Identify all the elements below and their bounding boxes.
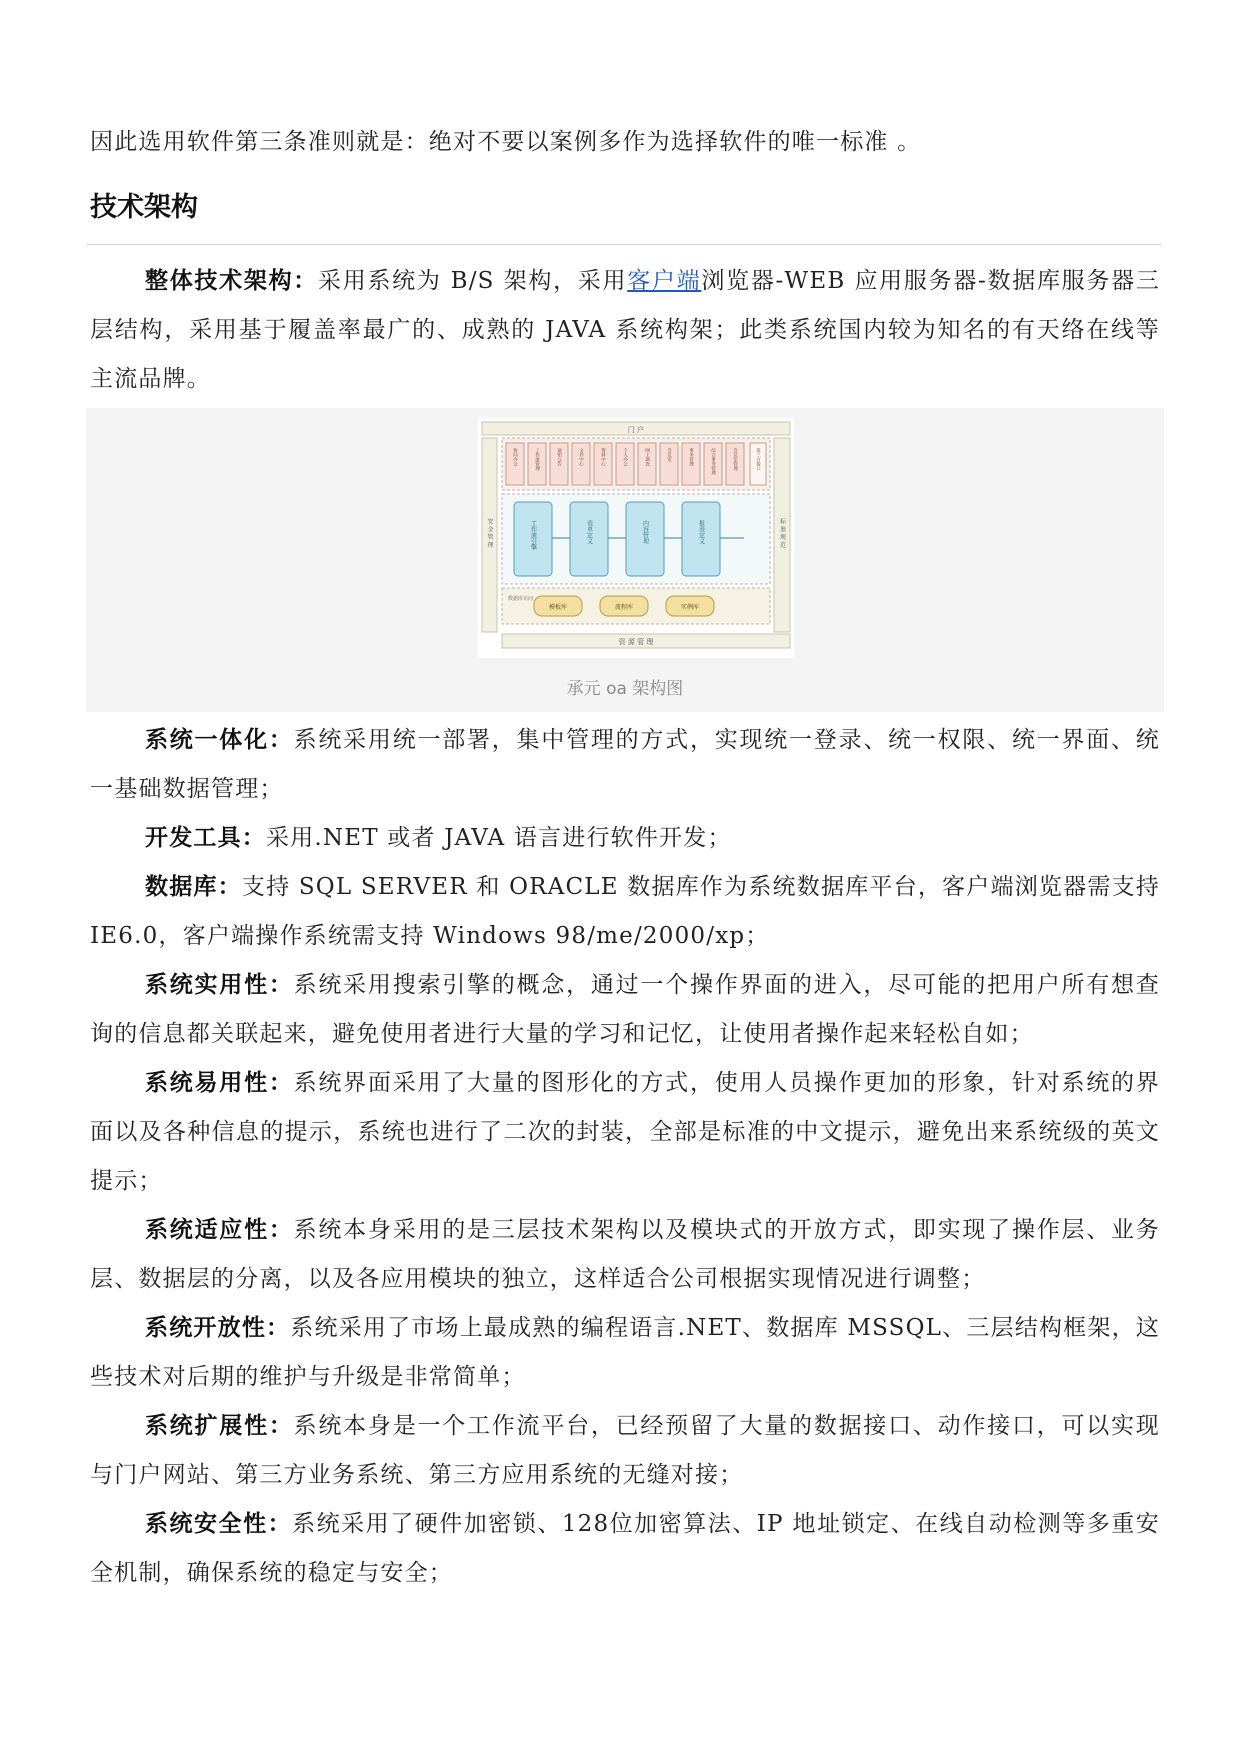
feature-paragraph	[90, 961, 1160, 1059]
client-link[interactable]: 客户端	[627, 268, 702, 294]
engine-label: 报表定义	[697, 520, 705, 544]
feature-paragraph	[90, 716, 1160, 814]
module-label: 事务管理	[688, 448, 694, 466]
feature-label: 开发工具：	[145, 825, 266, 851]
document-page	[90, 118, 1160, 1598]
feature-label: 系统安全性：	[145, 1511, 293, 1537]
feature-label: 系统适应性：	[145, 1217, 294, 1243]
database-label: 模板库	[548, 604, 568, 611]
module-label: 网上调查	[644, 448, 650, 466]
section-title: 技术架构	[90, 192, 198, 223]
feature-text: 支持 SQL SERVER 和 ORACLE 数据库作为系统数据库平台，客户端浏览器需支持 IE6.0，客户端操作系统需支持 Windows 98/me/2000/xp；	[90, 874, 1160, 949]
security-label: 安 全 管 理	[486, 518, 493, 548]
feature-label: 系统扩展性：	[145, 1413, 294, 1439]
feature-text: 系统采用了市场上最成熟的编程语言.NET、数据库 MSSQL、三层结构框架，这些技术对后期的维护与升级是非常简单；	[90, 1315, 1161, 1390]
module-label: 文件中心	[578, 448, 584, 466]
third-party-label: 第三方接口	[755, 448, 761, 471]
feature-paragraph	[90, 1500, 1160, 1598]
standards-label: 标 准 规 范	[778, 518, 786, 548]
feature-text: 系统本身是一个工作流平台，已经预留了大量的数据接口、动作接口，可以实现与门户网站、第三方业务系统、第三方应用系统的无缝对接；	[90, 1413, 1161, 1488]
portal-label: 门 户	[627, 426, 645, 434]
feature-text: 系统采用统一部署，集中管理的方式，实现统一登录、统一权限、统一界面、统一基础数据管理；	[90, 727, 1161, 802]
intro-paragraph: 因此选用软件第三条准则就是：绝对不要以案例多作为选择软件的唯一标准 。	[90, 129, 922, 155]
feature-text: 系统界面采用了大量的图形化的方式，使用人员操作更加的形象，针对系统的界面以及各种信息的提示，系统也进行了二次的封装，全部是标准的中文提示，避免出来系统级的英文提示；	[90, 1070, 1161, 1194]
figure-caption: 承元 oa 架构图	[566, 679, 684, 699]
module-label: 会议室管理	[732, 448, 738, 471]
resource-label: 资 源 管 理	[618, 638, 654, 646]
feature-paragraph	[90, 863, 1160, 961]
feature-paragraph	[90, 1059, 1160, 1206]
module-label: 个人办公	[622, 448, 628, 466]
module-label: 资料中心	[600, 448, 606, 466]
overall-label: 整体技术架构：	[145, 268, 319, 294]
overall-paragraph	[90, 257, 1160, 404]
feature-label: 系统实用性：	[145, 972, 294, 998]
section-divider	[86, 244, 1162, 245]
module-label: 综合事务管理	[710, 448, 716, 475]
module-label: 协同办公	[512, 448, 518, 466]
module-label: 通知公告	[556, 448, 562, 466]
module-label: 会议室	[666, 448, 672, 462]
feature-paragraph	[90, 814, 1160, 863]
architecture-diagram	[478, 418, 794, 658]
database-label: 流程库	[614, 604, 634, 611]
storage-label: 数据库访问	[508, 596, 534, 602]
feature-label: 数据库：	[145, 874, 242, 900]
feature-text: 系统本身采用的是三层技术架构以及模块式的开放方式，即实现了操作层、业务层、数据层的分离，以及各应用模块的独立，这样适合公司根据实现情况进行调整；	[90, 1217, 1161, 1292]
architecture-figure	[86, 408, 1164, 712]
engine-label: 内容管理	[641, 520, 649, 544]
database-label: 实例库	[680, 604, 700, 611]
engine-label: 表单定义	[585, 520, 593, 544]
feature-label: 系统开放性：	[145, 1315, 291, 1341]
feature-label: 系统一体化：	[145, 727, 294, 753]
feature-text: 采用.NET 或者 JAVA 语言进行软件开发；	[266, 825, 732, 851]
feature-paragraph	[90, 1206, 1160, 1304]
feature-paragraph	[90, 1304, 1160, 1402]
feature-list	[90, 716, 1160, 1598]
db-group	[534, 596, 714, 616]
feature-text: 系统采用搜索引擎的概念，通过一个操作界面的进入，尽可能的把用户所有想查询的信息都关联起来，避免使用者进行大量的学习和记忆，让使用者操作起来轻松自如；	[90, 972, 1161, 1047]
feature-label: 系统易用性：	[145, 1070, 294, 1096]
overall-text-1: 采用系统为 B/S 架构，采用	[318, 268, 628, 294]
overall-text-2: 浏览器-WEB 应用服务器-数据库服务器三层结构，采用基于履盖率最广的、成熟的 JAVA 系统构架；此类系统国内较为知名的有天络在线等主流品牌。	[90, 268, 1161, 392]
engine-label: 工作流引擎	[529, 520, 537, 550]
feature-text: 系统采用了硬件加密锁、128位加密算法、IP 地址锁定、在线自动检测等多重安全机制，确保系统的稳定与安全；	[90, 1511, 1161, 1586]
feature-paragraph	[90, 1402, 1160, 1500]
module-label: 工作流管理	[534, 448, 540, 471]
